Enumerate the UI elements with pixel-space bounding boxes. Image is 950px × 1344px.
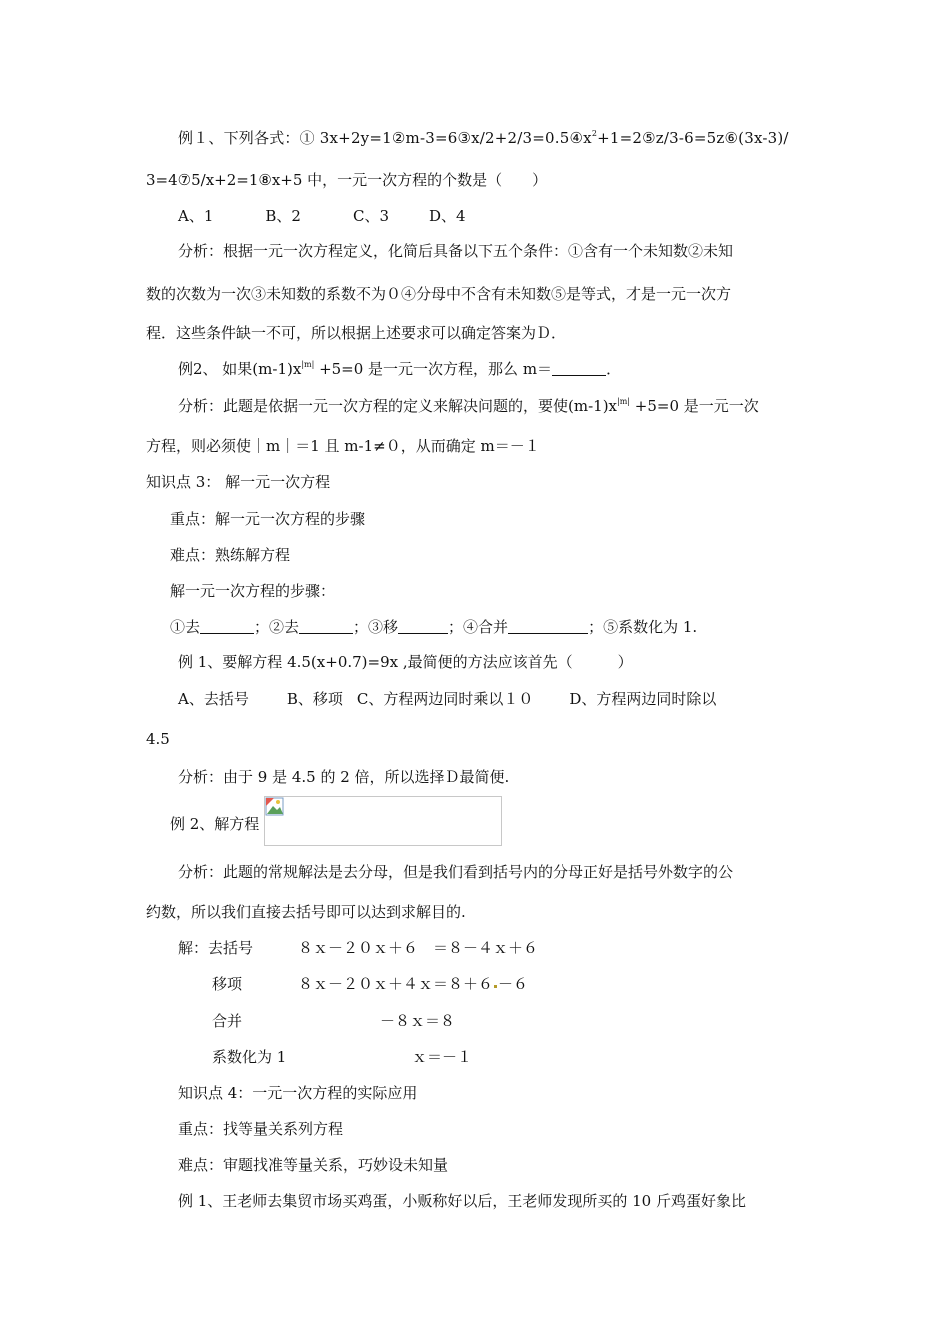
option-c: C、方程两边同时乘以１０ (356, 690, 534, 708)
superscript: 2 (591, 129, 598, 138)
example-1-text-b: +1=2⑤z/3-6=5z⑥(3x-3)/ (597, 129, 789, 147)
step-2-blank[interactable] (299, 619, 353, 634)
option-d-continued: 4.5 (146, 730, 170, 748)
equation-image-placeholder (264, 796, 502, 846)
example-1-line-2: 3=4⑦5/x+2=1⑧x+5 中，一元一次方程的个数是（ ） (146, 171, 548, 189)
key-point-3: 重点：解一元一次方程的步骤 (170, 510, 366, 528)
analysis-1b: 分析：由于 9 是 4.5 的 2 倍，所以选择Ｄ最简便. (178, 768, 510, 786)
superscript: |m| (617, 397, 630, 406)
solution-step-4-label: 系数化为 1 (212, 1048, 287, 1066)
analysis-2b-line-1: 分析：此题的常规解法是去分母，但是我们看到括号内的分母正好是括号外数字的公 (178, 863, 734, 881)
knowledge-point-4-heading: 知识点 4：一元一次方程的实际应用 (178, 1084, 418, 1102)
example-2-line (178, 359, 621, 379)
stray-dot (494, 985, 497, 988)
example-2-text-b: +5=0 是一元一次方程，那么 m＝ (314, 360, 553, 378)
step-3-blank[interactable] (398, 619, 448, 634)
option-b: B、移项 (286, 690, 343, 708)
example-1b-line: 例 1、要解方程 4.5(x+0.7)=9x ,最简便的方法应该首先（ ） (178, 653, 633, 671)
steps-line (170, 617, 697, 637)
analysis-2-line-2: 方程，则必须使｜m｜＝1 且 m-1≠０，从而确定 m＝－１ (146, 437, 540, 455)
analysis-1-line-3: 程．这些条件缺一不可，所以根据上述要求可以确定答案为Ｄ． (146, 324, 567, 342)
equation-part-a: ８ｘ－２０ｘ＋４ｘ＝８＋６ (298, 975, 494, 993)
steps-heading: 解一元一次方程的步骤： (170, 582, 336, 600)
solution-step-4-equation: ｘ＝－１ (412, 1048, 473, 1066)
example-1-line-1 (178, 128, 789, 148)
difficulty-4: 难点：审题找准等量关系，巧妙设未知量 (178, 1156, 449, 1174)
analysis-1-line-1: 分析：根据一元一次方程定义，化简后具备以下五个条件：①含有一个未知数②未知 (178, 242, 734, 260)
step-3-text: ；③移 (353, 618, 399, 636)
example-1c-line: 例 1、王老师去集贸市场买鸡蛋，小贩称好以后，王老师发现所买的 10 斤鸡蛋好象比 (178, 1192, 746, 1210)
example-1-text-a: 例１、下列各式：① 3x+2y=1②m-3=6③x/2+2/3=0.5④x (178, 129, 592, 147)
step-4-text: ；④合并 (448, 618, 509, 636)
solution-step-2-equation (298, 974, 528, 994)
solution-step-2-label: 移项 (212, 975, 243, 993)
example-2b-line: 例 2、解方程 (170, 815, 260, 833)
option-a: A、1 (178, 207, 214, 225)
option-d: D、方程两边同时除以 (569, 690, 717, 708)
analysis-2-line-1 (178, 396, 759, 416)
solution-step-1-equation: ８ｘ－２０ｘ＋６ ＝８－４ｘ＋６ (298, 939, 539, 957)
example-2-text-c: ． (606, 360, 622, 378)
key-point-4: 重点：找等量关系列方程 (178, 1120, 344, 1138)
step-4-blank[interactable] (508, 619, 588, 634)
superscript: |m| (301, 360, 315, 369)
difficulty-3: 难点：熟练解方程 (170, 546, 291, 564)
broken-image-icon (265, 797, 285, 817)
example-1-options (178, 206, 466, 226)
analysis-2b-line-2: 约数，所以我们直接去括号即可以达到求解目的. (146, 903, 466, 921)
option-b: B、2 (265, 207, 301, 225)
analysis-2-text-b: +5=0 是一元一次 (630, 397, 759, 415)
option-d: D、4 (429, 207, 466, 225)
step-1-blank[interactable] (200, 619, 254, 634)
solution-step-3-equation: －８ｘ＝８ (380, 1012, 456, 1030)
solution-step-3-label: 合并 (212, 1012, 243, 1030)
equation-part-b: －６ (498, 975, 529, 993)
example-2-text-a: 例2、 如果(m-1)x (178, 360, 302, 378)
example-1b-options (178, 689, 716, 709)
step-2-text: ；②去 (254, 618, 300, 636)
knowledge-point-3-heading: 知识点 3： 解一元一次方程 (146, 473, 331, 491)
step-5-text: ；⑤系数化为 1. (588, 618, 698, 636)
analysis-1-line-2: 数的次数为一次③未知数的系数不为０④分母中不含有未知数⑤是等式，才是一元一次方 (146, 285, 732, 303)
option-c: C、3 (352, 207, 389, 225)
analysis-2-text-a: 分析：此题是依据一元一次方程的定义来解决问题的，要使(m-1)x (178, 397, 618, 415)
answer-blank[interactable] (552, 361, 606, 376)
option-a: A、去括号 (178, 690, 249, 708)
solution-step-1-label: 解：去括号 (178, 939, 254, 957)
step-1-text: ①去 (170, 618, 201, 636)
